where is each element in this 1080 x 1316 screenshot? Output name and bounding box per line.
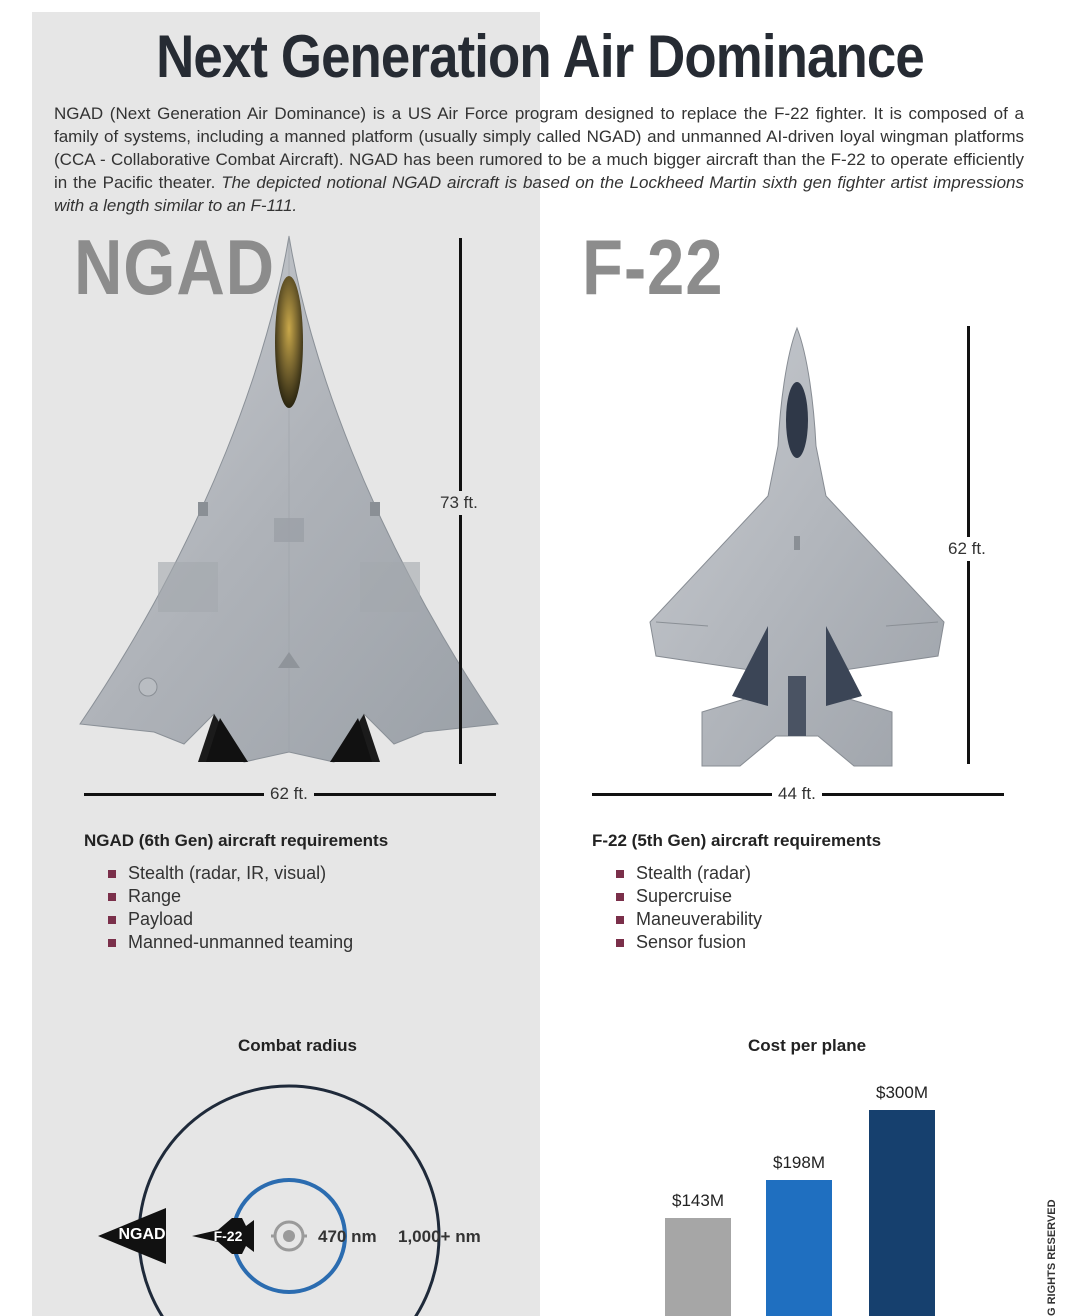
- bullet-marker: [616, 939, 624, 947]
- ngad-aircraft-illustration: [78, 232, 500, 766]
- f22-marker-label: F-22: [213, 1228, 243, 1244]
- outer-radius-circle: [139, 1086, 439, 1316]
- cost-bar: [665, 1218, 731, 1316]
- list-item: Stealth (radar, IR, visual): [108, 862, 353, 885]
- bullet-marker: [616, 870, 624, 878]
- cost-bar-label: $300M: [876, 1083, 928, 1102]
- list-item: Supercruise: [616, 885, 762, 908]
- cost-bar-label: $143M: [672, 1191, 724, 1210]
- target-icon: [271, 1222, 307, 1250]
- ngad-requirements-title: NGAD (6th Gen) aircraft requirements: [84, 831, 389, 850]
- page-title: Next Generation Air Dominance: [156, 23, 924, 90]
- list-item: Sensor fusion: [616, 931, 762, 954]
- bullet-marker: [108, 939, 116, 947]
- f22-requirements-title: F-22 (5th Gen) aircraft requirements: [592, 831, 882, 850]
- list-item: Range: [108, 885, 353, 908]
- inner-radius-label: 470 nm: [318, 1227, 377, 1246]
- f22-requirements-list: [616, 862, 762, 954]
- ngad-big-label: NGAD: [74, 223, 275, 311]
- f22-big-label: F-22: [582, 223, 724, 311]
- bullet-marker: [616, 893, 624, 901]
- ngad-marker-label: NGAD: [118, 1226, 166, 1243]
- copyright-note: G RIGHTS RESERVED: [1046, 1199, 1058, 1316]
- bullet-marker: [108, 870, 116, 878]
- intro-main-text: NGAD (Next Generation Air Dominance) is a US Air Force program designed to replace the F-22 fighter. It is composed of a family of systems, including a manned platform (usually simply called NGAD) and unmanned AI-driven loyal wingman platforms (CCA - Collaborative Combat Aircraft). NGAD has been rumored to be a much bigger aircraft than the F-22 to operate efficiently in the Pacific theater.: [54, 104, 1024, 192]
- outer-radius-label: 1,000+ nm: [398, 1227, 481, 1246]
- combat-radius-title: Combat radius: [238, 1036, 358, 1055]
- f22-length-label: 62 ft.: [948, 537, 986, 561]
- ngad-wingspan-label: 62 ft.: [264, 784, 314, 804]
- f22-wingspan-label: 44 ft.: [772, 784, 822, 804]
- cost-bar: [766, 1180, 832, 1316]
- list-item: Manned-unmanned teaming: [108, 931, 353, 954]
- cost-bar: [869, 1110, 935, 1316]
- intro-paragraph: [54, 102, 1024, 217]
- f22-aircraft-illustration: [648, 326, 946, 772]
- ngad-requirements-list: [108, 862, 353, 954]
- cost-chart-title: Cost per plane: [748, 1036, 867, 1055]
- combat-radius-diagram: [32, 1060, 540, 1316]
- list-item: Stealth (radar): [616, 862, 762, 885]
- cost-bar-label: $198M: [773, 1153, 825, 1172]
- list-item: Maneuverability: [616, 908, 762, 931]
- ngad-length-label: 73 ft.: [440, 491, 478, 515]
- bullet-marker: [108, 916, 116, 924]
- bullet-marker: [616, 916, 624, 924]
- intro-italic-text: The depicted notional NGAD aircraft is based on the Lockheed Martin sixth gen fighter artist impressions with a length similar to an F-111.: [54, 173, 1024, 215]
- bullet-marker: [108, 893, 116, 901]
- list-item: Payload: [108, 908, 353, 931]
